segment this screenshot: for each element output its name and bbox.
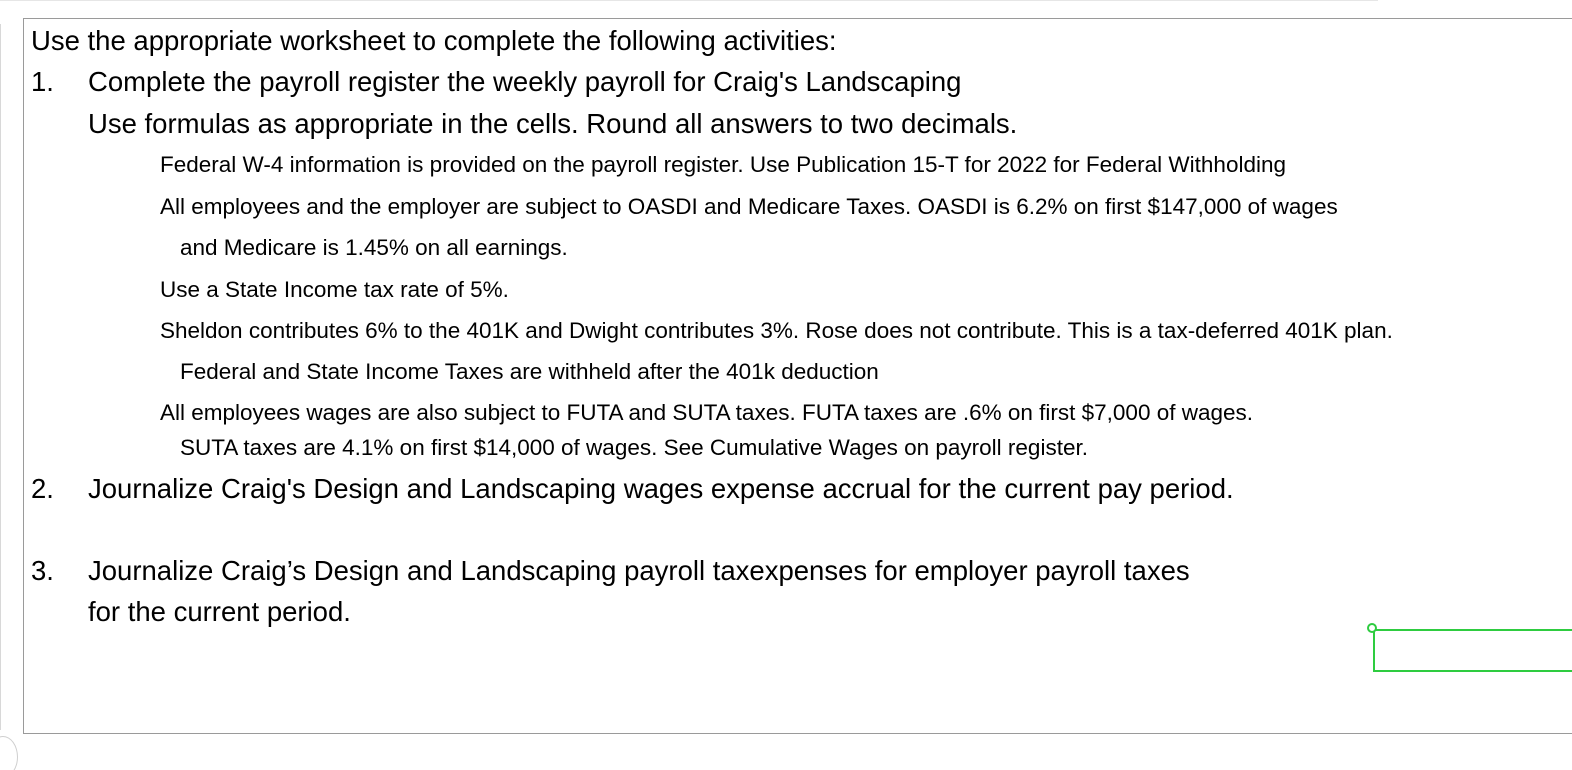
item-1-detail-8: SUTA taxes are 4.1% on first $14,000 of wages. See Cumulative Wages on payroll register. [180,435,1088,460]
corner-decoration [0,736,18,770]
item-1-detail-4: Use a State Income tax rate of 5%. [160,277,509,302]
item-1-detail-6: Federal and State Income Taxes are withheld after the 401k deduction [180,359,879,384]
item-2-line-1: Journalize Craig's Design and Landscaping wages expense accrual for the current pay period. [88,473,1234,504]
item-1-detail-1: Federal W-4 information is provided on the payroll register. Use Publication 15-T for 2022 for Federal Withholding [160,152,1286,177]
top-divider [0,0,1378,1]
item-1-number: 1. [31,66,54,97]
item-3-number: 3. [31,555,54,586]
item-1-detail-2: All employees and the employer are subject to OASDI and Medicare Taxes. OASDI is 6.2% on first $147,000 of wages [160,194,1338,219]
item-2-number: 2. [31,473,54,504]
item-3-line-2: for the current period. [88,596,351,627]
item-1-line-2: Use formulas as appropriate in the cells. Round all answers to two decimals. [88,108,1018,139]
item-1-line-1: Complete the payroll register the weekly payroll for Craig's Landscaping [88,66,962,97]
intro-text: Use the appropriate worksheet to complete the following activities: [31,25,837,56]
left-divider [0,24,1,730]
item-1-detail-7: All employees wages are also subject to FUTA and SUTA taxes. FUTA taxes are .6% on first $7,000 of wages. [160,400,1254,425]
selection-handle[interactable] [1367,623,1377,633]
item-3-line-1: Journalize Craig’s Design and Landscaping payroll taxexpenses for employer payroll taxes [88,555,1190,586]
item-1-detail-3: and Medicare is 1.45% on all earnings. [180,235,568,260]
item-1-detail-5: Sheldon contributes 6% to the 401K and Dwight contributes 3%. Rose does not contribute. This is a tax-deferred 401K plan. [160,318,1393,343]
selected-cell-outline[interactable] [1373,629,1572,672]
